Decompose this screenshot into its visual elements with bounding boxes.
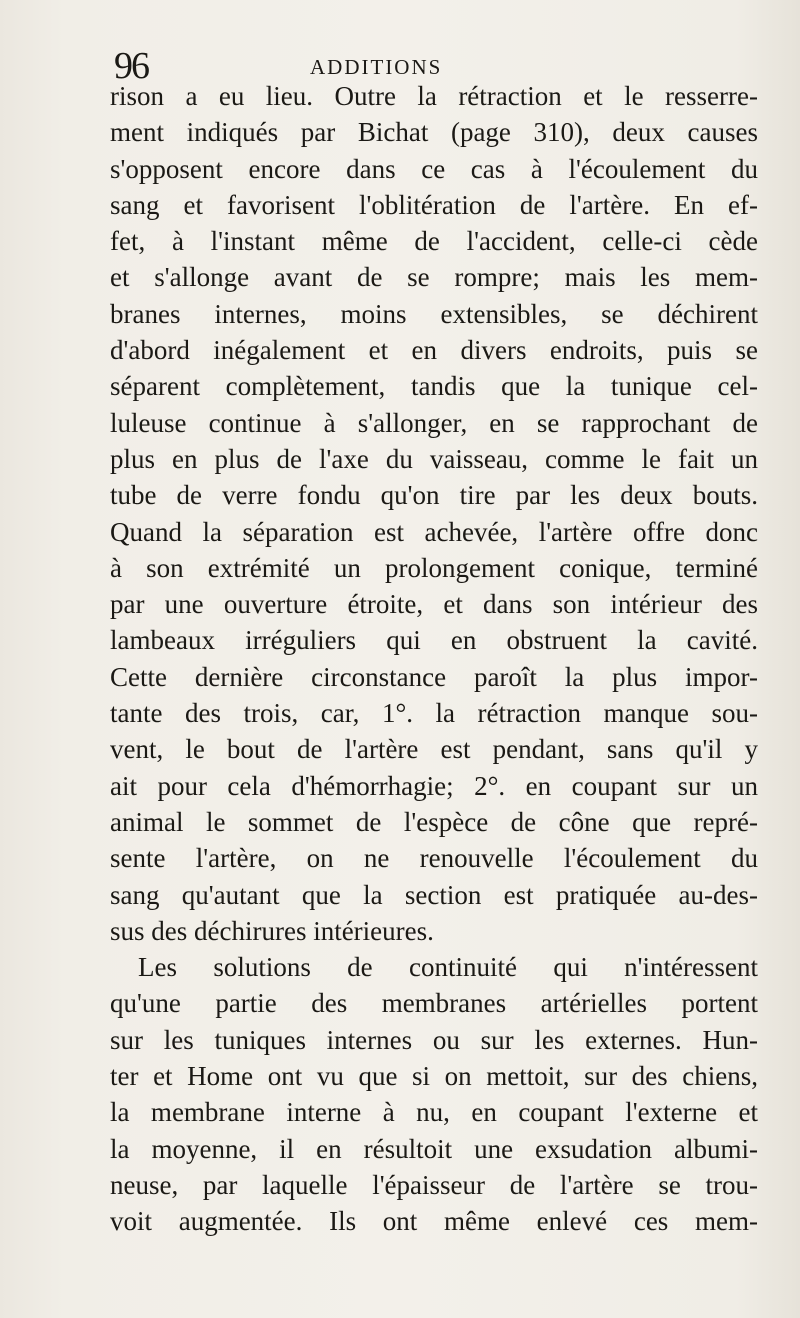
text-line: tube de verre fondu qu'on tire par les deux bouts.: [110, 480, 758, 511]
text-line: s'opposent encore dans ce cas à l'écoulement du: [110, 153, 758, 184]
text-line: sang et favorisent l'oblitération de l'artère. En ef-: [110, 189, 758, 220]
text-line: d'abord inégalement et en divers endroits, puis se: [110, 335, 758, 366]
text-line: ait pour cela d'hémorrhagie; 2°. en coupant sur un: [110, 770, 758, 801]
text-line: luleuse continue à s'allonger, en se rapprochant de: [110, 407, 758, 438]
text-line: fet, à l'instant même de l'accident, celle-ci cède: [110, 226, 758, 257]
text-line: sente l'artère, on ne renouvelle l'écoulement du: [110, 843, 758, 874]
text-line: qu'une partie des membranes artérielles portent: [110, 988, 758, 1019]
running-head: ADDITIONS: [310, 55, 443, 79]
text-line: branes internes, moins extensibles, se déchirent: [110, 298, 758, 329]
text-line: lambeaux irréguliers qui en obstruent la cavité.: [110, 625, 758, 656]
text-line: neuse, par laquelle l'épaisseur de l'artère se trou-: [110, 1169, 758, 1200]
text-line: tante des trois, car, 1°. la rétraction manque sou-: [110, 698, 758, 729]
text-line: sang qu'autant que la section est pratiquée au-des-: [110, 879, 758, 910]
text-line: ment indiqués par Bichat (page 310), deux causes: [110, 117, 758, 148]
text-line: rison a eu lieu. Outre la rétraction et le resserre-: [110, 81, 758, 111]
text-line: animal le sommet de l'espèce de cône que repré-: [110, 806, 758, 837]
body-text: [110, 78, 758, 1240]
text-line: voit augmentée. Ils ont même enlevé ces mem-: [110, 1206, 758, 1237]
text-line: Cette dernière circonstance paroît la plus impor-: [110, 661, 758, 692]
text-line: ter et Home ont vu que si on mettoit, sur des chiens,: [110, 1061, 758, 1092]
text-line: vent, le bout de l'artère est pendant, sans qu'il y: [110, 734, 758, 765]
text-line: à son extrémité un prolongement conique, terminé: [110, 552, 758, 583]
text-line: séparent complètement, tandis que la tunique cel-: [110, 371, 758, 402]
text-line: Quand la séparation est achevée, l'artère offre donc: [110, 516, 758, 547]
text-line: Les solutions de continuité qui n'intéressent: [138, 952, 758, 983]
text-line: la membrane interne à nu, en coupant l'externe et: [110, 1097, 758, 1128]
text-line: plus en plus de l'axe du vaisseau, comme le fait un: [110, 443, 758, 474]
text-line: par une ouverture étroite, et dans son intérieur des: [110, 589, 758, 620]
text-line: la moyenne, il en résultoit une exsudation albumi-: [110, 1133, 758, 1164]
text-line: et s'allonge avant de se rompre; mais les mem-: [110, 262, 758, 293]
text-line: sus des déchirures intérieures.: [110, 915, 434, 946]
page-number: 96: [114, 45, 148, 87]
text-line: sur les tuniques internes ou sur les externes. Hun-: [110, 1024, 758, 1055]
